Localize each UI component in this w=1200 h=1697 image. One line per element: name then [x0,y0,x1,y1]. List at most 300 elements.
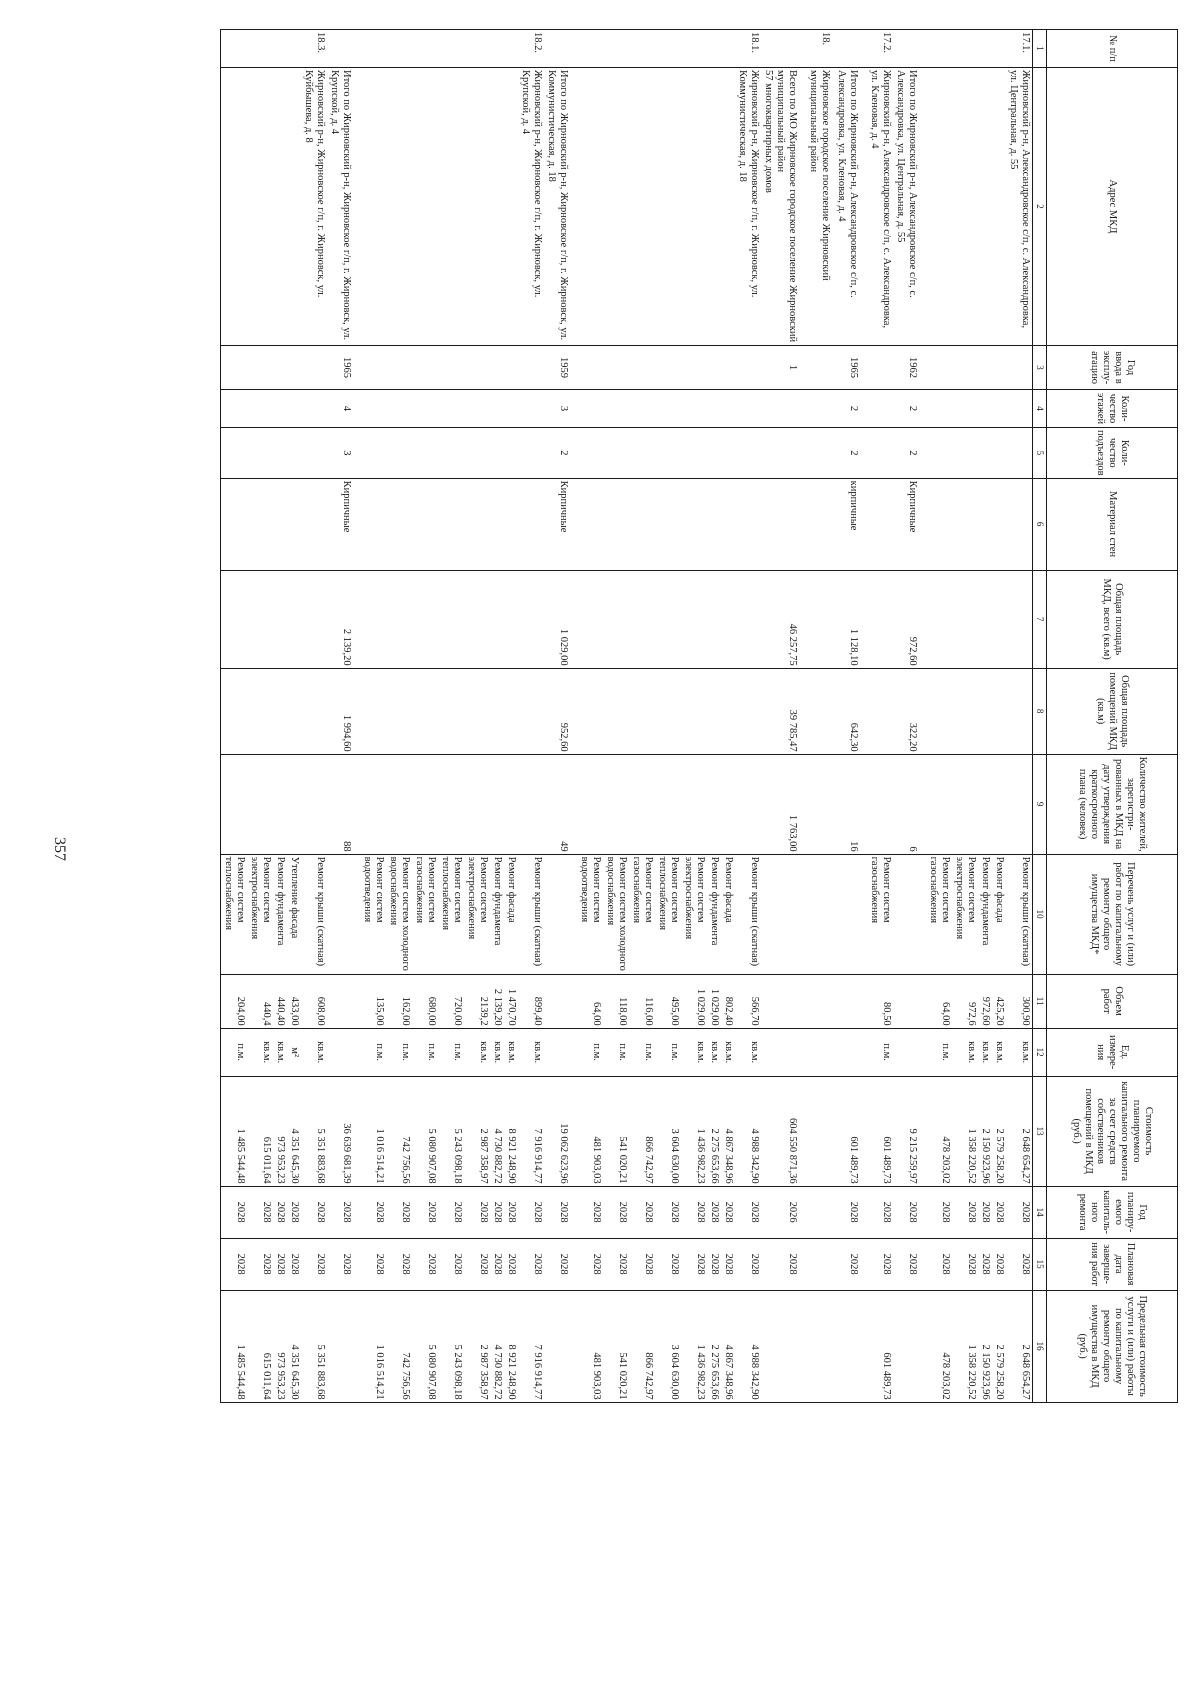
column-header: Адрес МКД [1047,68,1178,346]
cell-col-7 [603,570,629,668]
cell-col-4 [490,390,504,428]
cell-col-14: 2028 [707,1186,721,1238]
cell-col-2: Жирновское городское поселение Жирновский муниципальный район [806,68,834,346]
cell-col-12: кв.м. [952,1028,978,1076]
cell-col-5: 3 [327,428,360,479]
cell-col-6 [221,478,248,570]
cell-col-12: кв.м. [490,1028,504,1076]
cell-col-2 [438,68,464,346]
table-row [978,30,992,1403]
column-number: 4 [1033,390,1047,428]
cell-col-3 [438,346,464,390]
cell-col-8 [438,668,464,754]
column-header: Перечень услуг и (или) работ по капитальному ремонту общего имущества МКД* [1047,854,1178,974]
cell-col-7 [806,570,834,668]
cell-col-2 [992,68,1006,346]
cell-col-14: 2028 [603,1186,629,1238]
cell-col-15: 2028 [867,1238,893,1290]
cell-col-6 [412,478,438,570]
cell-col-10: Ремонт систем электроснабжения [247,854,273,974]
cell-col-15: 2028 [412,1238,438,1290]
cell-col-13: 1 358 220,52 [952,1076,978,1186]
cell-col-14 [806,1186,834,1238]
cell-col-14: 2028 [544,1186,577,1238]
cell-col-8 [735,668,761,754]
cell-col-11: 118,00 [603,974,629,1028]
column-number: 12 [1033,1028,1047,1076]
cell-col-12: п.м. [360,1028,386,1076]
cell-col-15: 2028 [577,1238,603,1290]
cell-col-12: кв.м. [504,1028,518,1076]
cell-col-11: 433,00 [287,974,301,1028]
cell-col-2 [681,68,707,346]
cell-col-1 [893,30,926,68]
cell-col-13: 973 953,23 [273,1076,287,1186]
cell-col-13: 4 351 645,30 [287,1076,301,1186]
cell-col-2 [221,68,248,346]
cell-col-8 [707,668,721,754]
subtotal-row [327,30,360,1403]
cell-col-5 [952,428,978,479]
cell-col-15: 2028 [464,1238,490,1290]
cell-col-5 [438,428,464,479]
cell-col-3 [735,346,761,390]
table-body [221,30,1033,1403]
table-row [464,30,490,1403]
cell-col-14: 2028 [273,1186,287,1238]
column-header: № п/п [1047,30,1178,68]
cell-col-1 [721,30,735,68]
cell-col-15: 2028 [603,1238,629,1290]
cell-col-9: 49 [544,754,577,854]
cell-col-10: Ремонт крыши (скатная) [518,854,544,974]
cell-col-11: 116,00 [629,974,655,1028]
cell-col-16: 742 756,56 [386,1290,412,1402]
cell-col-6: кирпичные [834,478,867,570]
cell-col-8 [412,668,438,754]
cell-col-8 [221,668,248,754]
cell-col-8 [806,668,834,754]
cell-col-1: 18. [806,30,834,68]
cell-col-16: 601 489,73 [867,1290,893,1402]
cell-col-16 [834,1290,867,1402]
cell-col-15: 2028 [834,1238,867,1290]
cell-col-6 [952,478,978,570]
cell-col-9 [247,754,273,854]
cell-col-4 [301,390,327,428]
column-number: 15 [1033,1238,1047,1290]
cell-col-5: 2 [544,428,577,479]
cell-col-6 [761,478,806,570]
cell-col-7 [926,570,952,668]
cell-col-9 [992,754,1006,854]
subtotal-row [834,30,867,1403]
cell-col-8: 322,20 [893,668,926,754]
cell-col-9 [629,754,655,854]
cell-col-13: 7 916 914,77 [518,1076,544,1186]
cell-col-7 [707,570,721,668]
cell-col-10 [327,854,360,974]
cell-col-15: 2028 [287,1238,301,1290]
cell-col-5: 2 [834,428,867,479]
cell-col-14: 2028 [893,1186,926,1238]
column-header: Общая площадь МКД, всего (кв.м) [1047,570,1178,668]
cell-col-8 [504,668,518,754]
table-row [655,30,681,1403]
cell-col-2 [273,68,287,346]
cell-col-5: 2 [893,428,926,479]
column-number: 7 [1033,570,1047,668]
cell-col-1 [629,30,655,68]
cell-col-9 [681,754,707,854]
cell-col-4 [221,390,248,428]
cell-col-1 [707,30,721,68]
cell-col-2: Итого по Жирновский р-н, Жирновское г/п, г. Жирновск, ул. Крупской, д. 4 [327,68,360,346]
cell-col-5 [806,428,834,479]
cell-col-12: п.м. [577,1028,603,1076]
cell-col-15 [806,1238,834,1290]
cell-col-2 [287,68,301,346]
cell-col-3: 1965 [327,346,360,390]
cell-col-5 [490,428,504,479]
cell-col-5 [603,428,629,479]
cell-col-12: кв.м. [992,1028,1006,1076]
cell-col-13: 601 489,73 [834,1076,867,1186]
cell-col-7 [577,570,603,668]
cell-col-9 [504,754,518,854]
cell-col-12: кв.м. [518,1028,544,1076]
cell-col-9 [655,754,681,854]
cell-col-13: 5 243 098,18 [438,1076,464,1186]
table-row [301,30,327,1403]
cell-col-8: 1 994,60 [327,668,360,754]
cell-col-1: 18.1. [735,30,761,68]
cell-col-12 [761,1028,806,1076]
cell-col-8 [464,668,490,754]
cell-col-4 [926,390,952,428]
cell-col-6 [438,478,464,570]
cell-col-13: 478 203,02 [926,1076,952,1186]
table-row [504,30,518,1403]
cell-col-6 [273,478,287,570]
cell-col-16: 4 351 645,30 [287,1290,301,1402]
cell-col-4 [386,390,412,428]
cell-col-11: 566,70 [735,974,761,1028]
cell-col-8: 642,30 [834,668,867,754]
cell-col-14: 2028 [681,1186,707,1238]
cell-col-9 [221,754,248,854]
cell-col-10: Ремонт систем водоотведения [360,854,386,974]
row-building-count: 57 многоквартирных домов [763,70,774,193]
cell-col-5 [707,428,721,479]
cell-col-11 [834,974,867,1028]
cell-col-1 [327,30,360,68]
cell-col-9 [301,754,327,854]
cell-col-5 [518,428,544,479]
cell-col-10 [544,854,577,974]
cell-col-6 [681,478,707,570]
cell-col-6 [518,478,544,570]
cell-col-16: 541 020,21 [603,1290,629,1402]
cell-col-13: 5 351 883,68 [301,1076,327,1186]
cell-col-9: 6 [893,754,926,854]
cell-col-4 [867,390,893,428]
cell-col-1 [490,30,504,68]
cell-col-4: 4 [327,390,360,428]
cell-col-10: Ремонт систем газоснабжения [629,854,655,974]
cell-col-15: 2028 [247,1238,273,1290]
cell-col-12 [806,1028,834,1076]
cell-col-14: 2028 [412,1186,438,1238]
cell-col-13: 3 604 630,00 [655,1076,681,1186]
cell-col-15: 2028 [978,1238,992,1290]
cell-col-7 [504,570,518,668]
cell-col-8 [992,668,1006,754]
cell-col-4 [273,390,287,428]
column-number: 5 [1033,428,1047,479]
cell-col-13: 742 756,56 [386,1076,412,1186]
cell-col-3 [360,346,386,390]
table-row [386,30,412,1403]
cell-col-1 [360,30,386,68]
cell-col-6 [655,478,681,570]
cell-col-11: 2 139,20 [490,974,504,1028]
cell-col-4 [735,390,761,428]
cell-col-14: 2028 [490,1186,504,1238]
cell-col-9 [952,754,978,854]
cell-col-16: 478 203,02 [926,1290,952,1402]
cell-col-6 [978,478,992,570]
cell-col-11: 972,60 [978,974,992,1028]
cell-col-1 [247,30,273,68]
cell-col-10: Ремонт систем теплоснабжения [221,854,248,974]
table-row [721,30,735,1403]
cell-col-14: 2028 [735,1186,761,1238]
cell-col-12 [834,1028,867,1076]
cell-col-16: 2 275 653,66 [707,1290,721,1402]
table-row [577,30,603,1403]
cell-col-13: 8 921 248,90 [504,1076,518,1186]
cell-col-2 [655,68,681,346]
column-header: Год ввода в эксплу-атацию [1047,346,1178,390]
cell-col-4 [681,390,707,428]
cell-col-3 [629,346,655,390]
cell-col-5 [681,428,707,479]
cell-col-13: 601 489,73 [867,1076,893,1186]
cell-col-1 [386,30,412,68]
cell-col-10 [834,854,867,974]
cell-col-11: 440,40 [273,974,287,1028]
cell-col-9: 16 [834,754,867,854]
cell-col-13: 2 579 258,20 [992,1076,1006,1186]
cell-col-11: 972,6 [952,974,978,1028]
cell-col-1: 18.3. [301,30,327,68]
cell-col-10: Ремонт систем водоотведения [577,854,603,974]
column-number: 2 [1033,68,1047,346]
cell-col-1 [221,30,248,68]
cell-col-5 [577,428,603,479]
cell-col-4 [761,390,806,428]
cell-col-9 [1006,754,1033,854]
cell-col-6 [926,478,952,570]
cell-col-6 [1006,478,1033,570]
cell-col-5 [412,428,438,479]
cell-col-1 [978,30,992,68]
cell-col-12: п.м. [221,1028,248,1076]
cell-col-6 [735,478,761,570]
cell-col-9 [926,754,952,854]
cell-col-4: 2 [834,390,867,428]
cell-col-11: 425,20 [992,974,1006,1028]
cell-col-8 [386,668,412,754]
cell-col-6 [707,478,721,570]
cell-col-5 [221,428,248,479]
cell-col-12 [544,1028,577,1076]
cell-col-9 [273,754,287,854]
header-row [1047,30,1178,1403]
cell-col-10: Ремонт фасада [992,854,1006,974]
cell-col-5 [287,428,301,479]
cell-col-3 [518,346,544,390]
cell-col-5 [629,428,655,479]
rotated-document [20,14,1182,1684]
cell-col-1 [412,30,438,68]
cell-col-4 [952,390,978,428]
cell-col-3 [412,346,438,390]
cell-col-10: Ремонт систем электроснабжения [952,854,978,974]
cell-col-14: 2028 [386,1186,412,1238]
cell-col-1 [926,30,952,68]
cell-col-9 [577,754,603,854]
cell-col-4 [992,390,1006,428]
column-number: 10 [1033,854,1047,974]
cell-col-7 [655,570,681,668]
table-row [518,30,544,1403]
cell-col-16: 5 243 098,18 [438,1290,464,1402]
cell-col-1 [681,30,707,68]
column-number: 16 [1033,1290,1047,1402]
cell-col-9 [386,754,412,854]
cell-col-15: 2028 [721,1238,735,1290]
cell-col-8 [629,668,655,754]
table-row [707,30,721,1403]
cell-col-11 [544,974,577,1028]
cell-col-7 [978,570,992,668]
cell-col-9 [490,754,504,854]
cell-col-14: 2028 [287,1186,301,1238]
cell-col-6 [301,478,327,570]
cell-col-15: 2028 [681,1238,707,1290]
cell-col-5 [655,428,681,479]
column-header: Коли-чество подъездов [1047,428,1178,479]
cell-col-8 [273,668,287,754]
cell-col-7 [438,570,464,668]
cell-col-12 [327,1028,360,1076]
cell-col-12: п.м. [603,1028,629,1076]
cell-col-6: Кирпичные [544,478,577,570]
cell-col-13: 866 742,97 [629,1076,655,1186]
cell-col-4 [518,390,544,428]
cell-col-3 [721,346,735,390]
cell-col-8 [287,668,301,754]
cell-col-13: 2 150 923,96 [978,1076,992,1186]
cell-col-12: п.м. [412,1028,438,1076]
cell-col-2 [761,68,806,346]
cell-col-2 [412,68,438,346]
cell-col-10: Ремонт фундамента [707,854,721,974]
cell-col-2 [603,68,629,346]
cell-col-5 [735,428,761,479]
cell-col-11: 1 029,00 [707,974,721,1028]
cell-col-15: 2028 [221,1238,248,1290]
column-header: Ед. измере-ния [1047,1028,1178,1076]
cell-col-15: 2028 [327,1238,360,1290]
cell-col-10: Ремонт крыши (скатная) [301,854,327,974]
cell-col-6 [247,478,273,570]
cell-col-3 [926,346,952,390]
cell-col-11 [327,974,360,1028]
cell-col-8 [490,668,504,754]
cell-col-9 [603,754,629,854]
cell-col-8 [1006,668,1033,754]
cell-col-8 [681,668,707,754]
cell-col-7 [518,570,544,668]
cell-col-11: 135,00 [360,974,386,1028]
cell-col-3 [287,346,301,390]
cell-col-7: 972,60 [893,570,926,668]
cell-col-12: кв.м. [735,1028,761,1076]
column-number: 3 [1033,346,1047,390]
cell-col-5 [247,428,273,479]
cell-col-7: 1 128,10 [834,570,867,668]
cell-col-16: 7 916 914,77 [518,1290,544,1402]
cell-col-7 [301,570,327,668]
cell-col-3: 1 [761,346,806,390]
cell-col-9 [721,754,735,854]
cell-col-2: Жирновский р-н, Александровское с/п, с. Александровка, ул. Центральная, д. 55 [1006,68,1033,346]
cell-col-13: 604 550 871,36 [761,1076,806,1186]
cell-col-10: Ремонт фундамента [273,854,287,974]
cell-col-16: 1 436 982,23 [681,1290,707,1402]
table-row [360,30,386,1403]
cell-col-10 [806,854,834,974]
cell-col-3 [504,346,518,390]
cell-col-12: кв.м. [273,1028,287,1076]
cell-col-7 [629,570,655,668]
cell-col-14: 2028 [629,1186,655,1238]
cell-col-11: 802,40 [721,974,735,1028]
table-row [247,30,273,1403]
cell-col-12: кв.м. [978,1028,992,1076]
cell-col-7 [247,570,273,668]
cell-col-5 [301,428,327,479]
cell-col-13: 19 062 623,96 [544,1076,577,1186]
cell-col-6 [360,478,386,570]
cell-col-11: 162,00 [386,974,412,1028]
cell-col-3 [867,346,893,390]
cell-col-4 [1006,390,1033,428]
cell-col-7: 1 029,00 [544,570,577,668]
cell-col-13: 4 730 882,72 [490,1076,504,1186]
cell-col-15: 2028 [386,1238,412,1290]
cell-col-16 [893,1290,926,1402]
cell-col-1 [834,30,867,68]
cell-col-15: 2028 [490,1238,504,1290]
cell-col-7 [221,570,248,668]
cell-col-11: 680,00 [412,974,438,1028]
cell-col-6 [629,478,655,570]
cell-col-12: кв.м. [681,1028,707,1076]
